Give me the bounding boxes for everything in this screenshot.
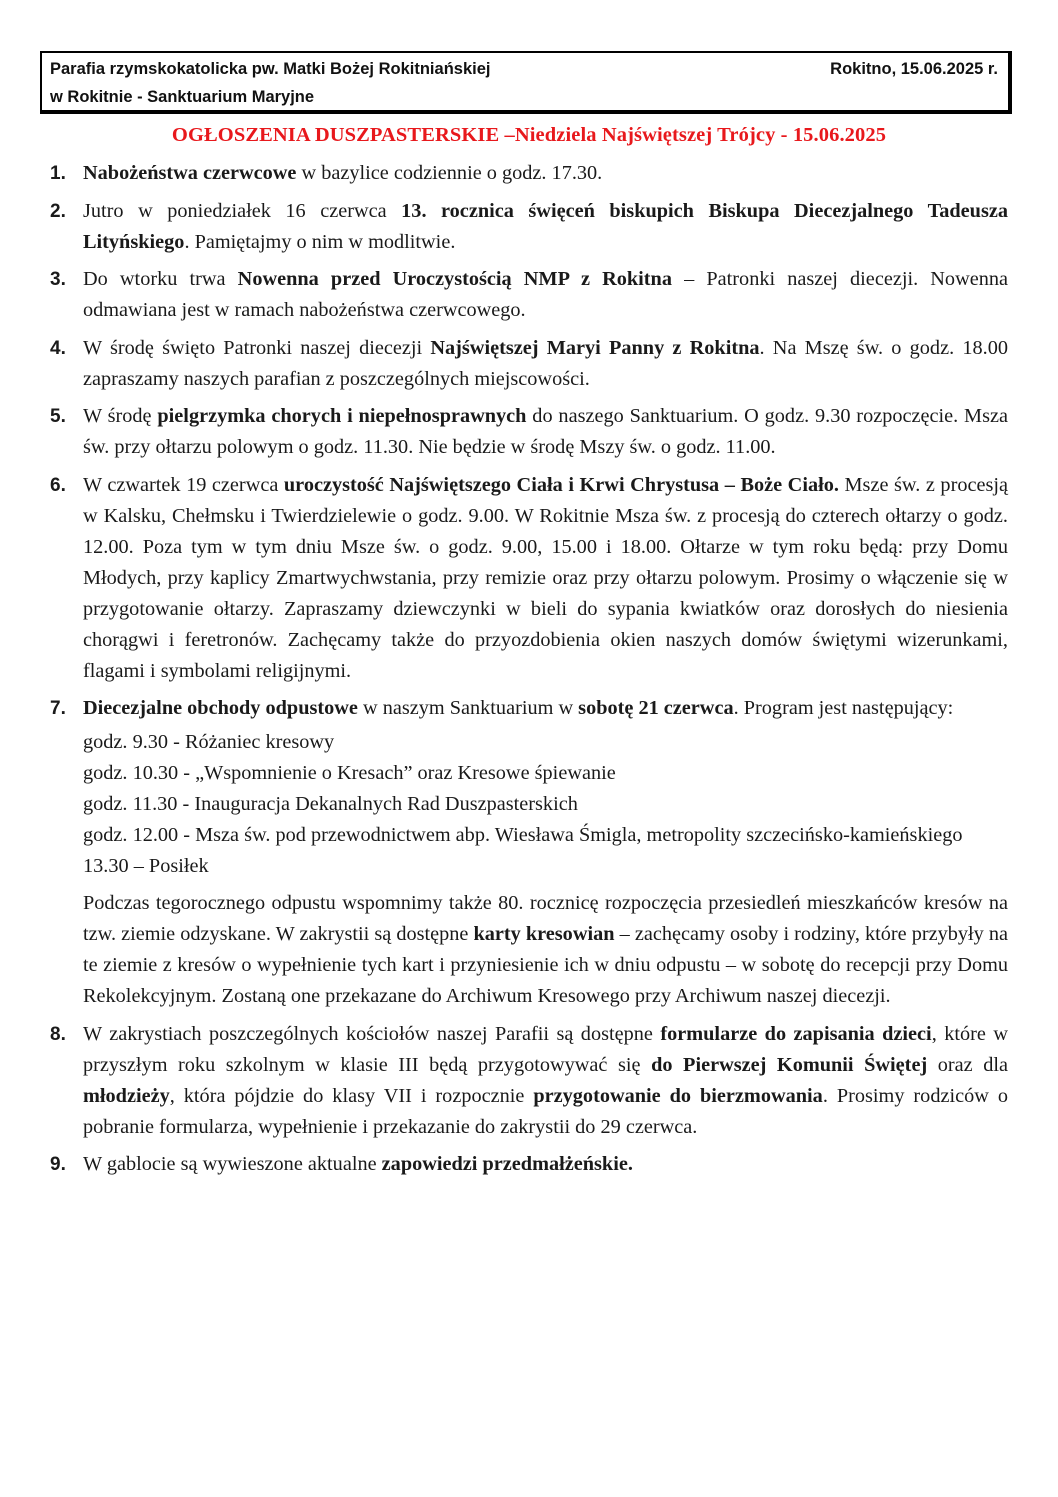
program-line: godz. 12.00 - Msza św. pod przewodnictwem abp. Wiesława Śmigla, metropolity szczecińsko-kamieńskiego: [83, 824, 963, 846]
announcement-item: [50, 1149, 1008, 1180]
body-text: W czwartek 19 czerwca: [83, 473, 284, 496]
body-text: W środę: [83, 405, 158, 427]
program-schedule: [83, 727, 1008, 882]
emphasis-text: sobotę 21 czerwca: [578, 697, 734, 719]
announcement-item: [50, 401, 1008, 463]
program-line: godz. 10.30 - „Wspomnienie o Kresach” oraz Kresowe śpiewanie: [83, 762, 616, 784]
item-text: [83, 158, 1008, 189]
program-line: godz. 9.30 - Różaniec kresowy: [83, 731, 335, 753]
item-text: [83, 693, 1008, 724]
body-text: do naszego Sanktuarium. O godz. 9.30 rozpoczęcie. Msza św. przy ołtarzu polowym o godz. 11.30. Nie będzie w środę Mszy św. o godz. 11.00.: [83, 405, 1008, 458]
announcement-item: [50, 158, 1008, 189]
emphasis-text: przygotowanie do bierzmowania: [533, 1084, 823, 1107]
announcement-item: [50, 264, 1008, 326]
item-number: 7.: [50, 698, 66, 719]
emphasis-text: Nabożeństwa czerwcowe: [83, 162, 297, 184]
body-text: – zachęcamy osoby i rodziny, które przybyły na te ziemie z kresów o wypełnienie tych kart i przyniesienie ich w dniu odpustu – w sobotę do recepcji przy Domu Rekolekcyjnym. Zostaną one przekazane do Archiwum Kresowego przy Archiwum naszej diecezji.: [83, 923, 1009, 1007]
item-number: 4.: [50, 337, 66, 359]
body-text: W gablocie są wywieszone aktualne: [83, 1153, 382, 1175]
item-number: 5.: [50, 406, 66, 427]
body-text: Jutro w poniedziałek 16 czerwca: [83, 199, 402, 222]
item-number: 3.: [50, 269, 66, 290]
emphasis-text: uroczystość Najświętszego Ciała i Krwi Chrystusa – Boże Ciało.: [283, 473, 839, 496]
announcement-item: [50, 693, 1008, 1012]
body-text: . Na Mszę św. o godz. 18.00 zapraszamy naszych parafian z poszczególnych miejscowości.: [83, 336, 1008, 390]
item-number: 6.: [50, 474, 66, 496]
body-text: w bazylice codziennie o godz. 17.30.: [296, 162, 603, 184]
item-text: [83, 470, 1008, 687]
item-text: [83, 1149, 1008, 1180]
item-text: [83, 333, 1008, 395]
emphasis-text: młodzieży: [83, 1084, 170, 1107]
item-number: 2.: [50, 200, 66, 222]
item-followup-text: [83, 888, 1008, 1012]
announcement-item: [50, 196, 1008, 258]
item-text: [83, 1019, 1008, 1143]
item-text: [83, 196, 1008, 258]
parish-header-box: [40, 51, 1012, 114]
body-text: Podczas tegorocznego odpustu wspomnimy także 80. rocznicę rozpoczęcia przesiedleń mieszkańców kresów na tzw. ziemie odzyskane. W zakrystii są dostępne: [83, 892, 1008, 945]
announcements-title: OGŁOSZENIA DUSZPASTERSKIE –Niedziela Najświętszej Trójcy - 15.06.2025: [171, 124, 887, 146]
item-number: 9.: [50, 1154, 66, 1175]
parish-name: Parafia rzymskokatolicka pw. Matki Bożej Rokitniańskiej: [50, 60, 491, 78]
item-text: [83, 264, 1008, 326]
emphasis-text: 13. rocznica święceń biskupich Biskupa Diecezjalnego Tadeusza Lityńskiego: [83, 199, 1008, 253]
body-text: . Program jest następujący:: [733, 697, 954, 719]
body-text: W zakrystiach poszczególnych kościołów naszej Parafii są dostępne: [83, 1022, 661, 1045]
body-text: w naszym Sanktuarium w: [357, 697, 579, 719]
emphasis-text: zapowiedzi przedmałżeńskie.: [381, 1153, 633, 1175]
emphasis-text: Najświętszej Maryi Panny z Rokitna: [430, 336, 760, 359]
body-text: , które w przyszłym roku szkolnym w klasie III będą przygotowywać się: [83, 1022, 1008, 1076]
emphasis-text: karty kresowian: [473, 923, 615, 945]
emphasis-text: Nowenna przed Uroczystością NMP z Rokitna: [237, 268, 672, 290]
item-number: 8.: [50, 1023, 66, 1045]
body-text: . Pamiętajmy o nim w modlitwie.: [184, 230, 456, 253]
document-date: Rokitno, 15.06.2025 r.: [830, 60, 998, 78]
item-text: [83, 401, 1008, 463]
announcement-item: [50, 470, 1008, 687]
body-text: – Patronki naszej diecezji. Nowenna odmawiana jest w ramach nabożeństwa czerwcowego.: [83, 268, 1009, 321]
emphasis-text: do Pierwszej Komunii Świętej: [651, 1053, 928, 1076]
body-text: Msze św. z procesją w Kalsku, Chełmsku i Twierdzielewie o godz. 9.00. W Rokitnie Msza św. z procesją do czterech ołtarzy o godz. 12.00. Poza tym w tym dniu Msze św. o godz. 9.00, 15.00 i 18.00. Ołtarze w tym roku będą: przy Domu Młodych, przy kaplicy Zmartwychwstania, przy remizie oraz przy ołtarzu polowym. Prosimy o włączenie się w przygotowanie ołtarzy. Zapraszamy dziewczynki w bieli do sypania kwiatków oraz dorosłych do niesienia chorągwi i feretronów. Zachęcamy także do przyozdobienia okien naszych domów świętymi wizerunkami, flagami i symbolami religijnymi.: [83, 473, 1008, 682]
emphasis-text: formularze do zapisania dzieci: [660, 1022, 932, 1045]
body-text: . Prosimy rodziców o pobranie formularza, wypełnienie i przekazanie do zakrystii do 29 czerwca.: [83, 1084, 1008, 1138]
emphasis-text: Diecezjalne obchody odpustowe: [83, 697, 358, 719]
program-line: godz. 11.30 - Inauguracja Dekanalnych Rad Duszpasterskich: [83, 793, 578, 815]
item-number: 1.: [50, 163, 66, 184]
announcement-item: [50, 1019, 1008, 1143]
body-text: , która pójdzie do klasy VII i rozpocznie: [169, 1084, 534, 1107]
body-text: W środę święto Patronki naszej diecezji: [83, 336, 431, 359]
program-line: 13.30 – Posiłek: [83, 855, 209, 877]
emphasis-text: pielgrzymka chorych i niepełnosprawnych: [157, 405, 527, 427]
announcements-list: [50, 158, 1008, 1187]
parish-location: w Rokitnie - Sanktuarium Maryjne: [50, 88, 315, 106]
body-text: Do wtorku trwa: [83, 268, 238, 290]
announcement-item: [50, 333, 1008, 395]
body-text: oraz dla: [927, 1053, 1008, 1076]
